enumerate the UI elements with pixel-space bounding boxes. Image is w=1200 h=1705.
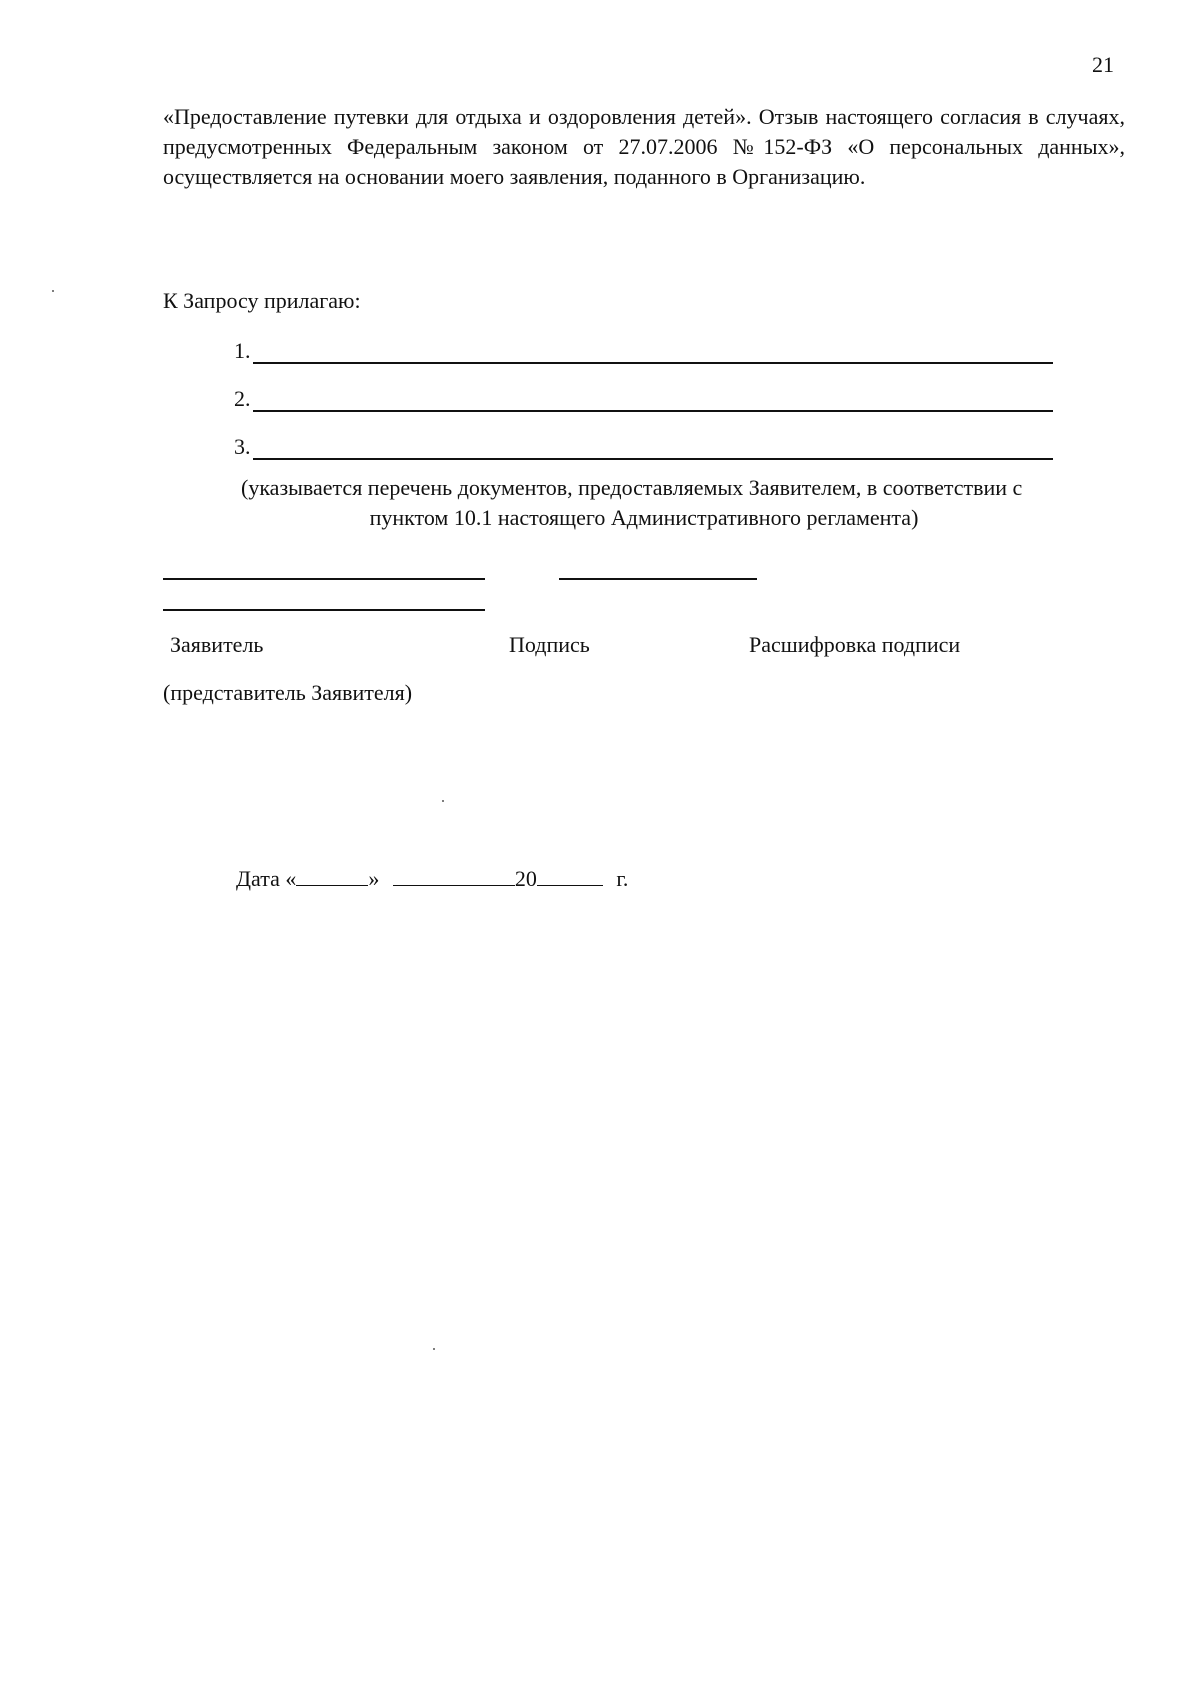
attachment-line[interactable] <box>253 342 1053 364</box>
signature-line[interactable] <box>559 578 757 580</box>
scan-speck <box>52 290 54 292</box>
applicant-line-second[interactable] <box>163 609 485 611</box>
attachment-number: 2. <box>234 386 251 411</box>
attachments-note <box>163 473 1125 533</box>
attachment-number: 1. <box>234 338 251 363</box>
attachment-item-1[interactable] <box>234 338 1053 364</box>
date-year-prefix: 20 <box>514 866 537 891</box>
scan-speck <box>433 1348 435 1350</box>
signature-decoding-label: Расшифровка подписи <box>749 632 961 657</box>
date-prefix: Дата « <box>236 866 297 891</box>
date-year-blank[interactable] <box>537 867 603 886</box>
applicant-line[interactable] <box>163 578 485 580</box>
consent-paragraph: «Предоставление путевки для отдыха и оздоровления детей». Отзыв настоящего согласия в случаях, предусмотренных Федеральным законом от 27.07.2006 №152-ФЗ «О персональных данных», осуществляется на основании моего заявления, поданного в Организацию. <box>163 104 1125 189</box>
attachment-item-3[interactable] <box>234 434 1053 460</box>
signature-label: Подпись <box>509 632 590 657</box>
note-line-1: (указывается перечень документов, предоставляемых Заявителем, в соответствии с <box>241 475 1023 500</box>
attachment-number: 3. <box>234 434 251 459</box>
attachment-line[interactable] <box>253 390 1053 412</box>
date-day-blank[interactable] <box>296 867 368 886</box>
note-line-2: пунктом 10.1 настоящего Административного регламента) <box>369 505 919 530</box>
date-suffix: г. <box>616 866 629 891</box>
date-month-blank[interactable] <box>393 867 515 886</box>
applicant-label: Заявитель <box>170 632 264 657</box>
attachments-title: К Запросу прилагаю: <box>163 288 361 313</box>
attachment-item-2[interactable] <box>234 386 1053 412</box>
attachment-line[interactable] <box>253 438 1053 460</box>
page-number: 21 <box>1092 52 1114 77</box>
date-close-quote: » <box>368 866 380 891</box>
date-field <box>236 866 628 892</box>
scan-speck <box>442 800 444 802</box>
representative-label: (представитель Заявителя) <box>163 680 413 705</box>
